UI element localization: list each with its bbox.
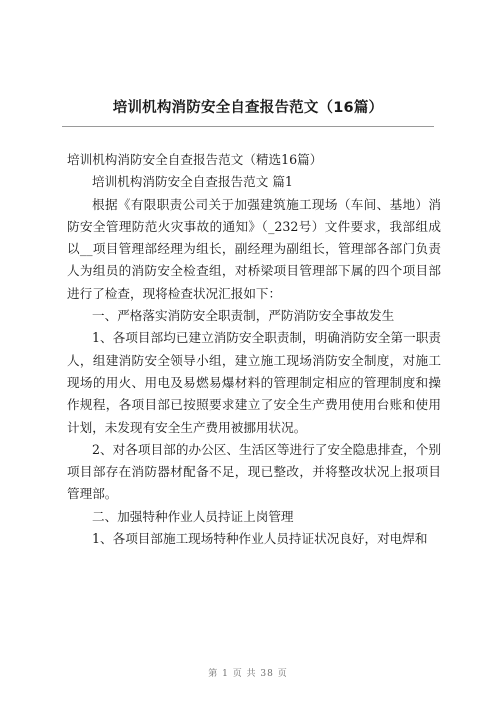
paragraph-section-heading: 培训机构消防安全自查报告范文 篇1 [92,174,293,190]
paragraph-intro: 根据《有限职责公司关于加强建筑施工现场（车间、基地）消防安全管理防范火灾事故的通知》（_232号）文件要求，我部组成以__项目管理部经理为组长，副经理为副组长，管理部各部门负责人为组员的消防安全检查组，对桥梁项目管理部下属的四个项目部进行了检查，现将检查状况汇报如下： [67,196,441,301]
paragraph-item-1: 1、各项目部均已建立消防安全职责制，明确消防安全第一职责人，组建消防安全领导小组，建立施工现场消防安全制度，对施工现场的用火、用电及易燃易爆材料的管理制定相应的管理制度和操作规程，各项目部已按照要求建立了安全生产费用使用台账和使用计划，未发现有安全生产费用被挪用状况。 [67,330,441,435]
title-divider [62,126,434,127]
page-number-footer: 第 1 页 共 38 页 [208,669,288,679]
document-title: 培训机构消防安全自查报告范文（16篇） [112,100,384,116]
document-body [67,149,441,550]
paragraph-heading-2: 二、加强特种作业人员持证上岗管理 [92,508,294,524]
paragraph-subtitle: 培训机构消防安全自查报告范文（精选16篇） [67,152,323,167]
paragraph-heading-1: 一、严格落实消防安全职责制，严防消防安全事故发生 [92,308,395,324]
paragraph-item-2: 2、对各项目部的办公区、生活区等进行了安全隐患排查，个别项目部存在消防器材配备不足，现已整改，并将整改状况上报项目管理部。 [67,441,441,502]
paragraph-item-3: 1、各项目部施工现场特种作业人员持证状况良好，对电焊和 [92,531,428,547]
